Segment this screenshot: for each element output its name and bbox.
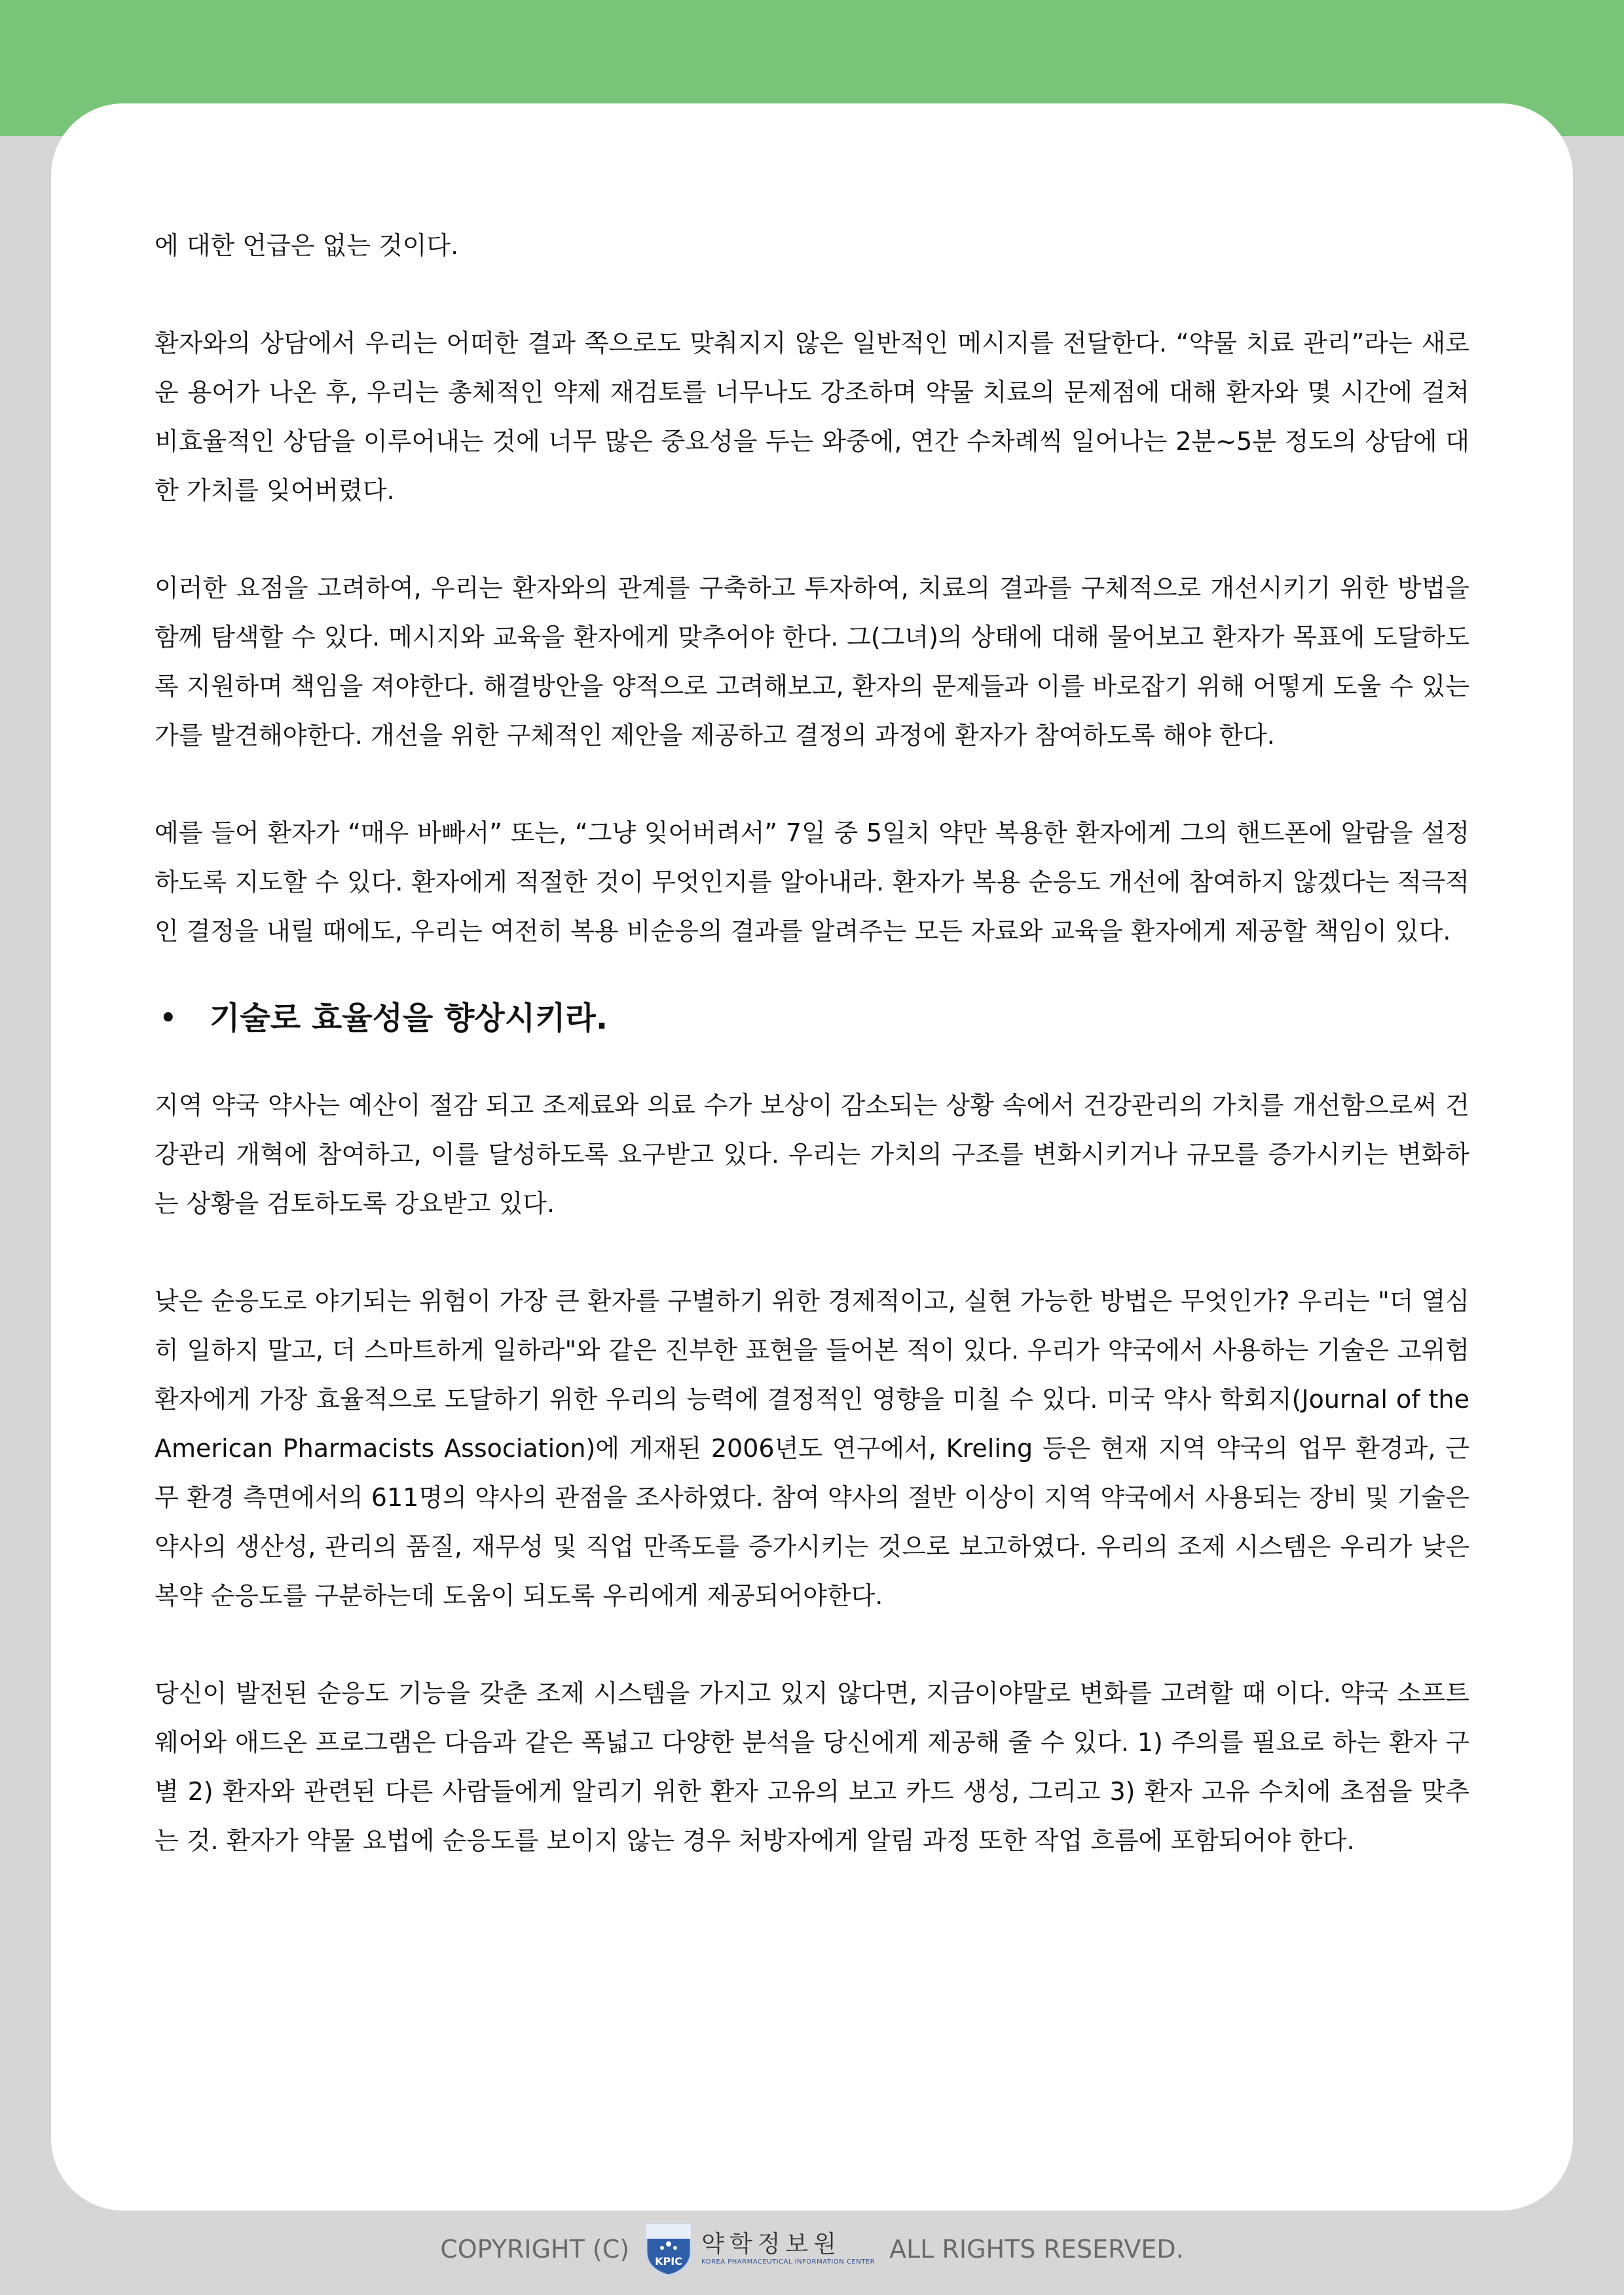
copyright-text: COPYRIGHT (C) [440,2235,630,2264]
paragraph: 낮은 순응도로 야기되는 위험이 가장 큰 환자를 구별하기 위한 경제적이고, 실현 가능한 방법은 무엇인가? 우리는 "더 열심히 일하지 말고, 더 스마트하게 일하라"와 같은 진부한 표현을 들어본 적이 있다. 우리가 약국에서 사용하는 기술은 고위험 환자에게 가장 효율적으로 도달하기 위한 우리의 능력에 결정적인 영향을 미칠 수 있다. 미국 약사 학회지(Journal of the American Pharmacists Association)에 게재된 2006년도 연구에서, Kreling 등은 현재 지역 약국의 업무 환경과, 근무 환경 측면에서의 611명의 약사의 관점을 조사하였다. 참여 약사의 절반 이상이 지역 약국에서 사용되는 장비 및 기술은 약사의 생산성, 관리의 품질, 재무성 및 직업 만족도를 증가시키는 것으로 보고하였다. 우리의 조제 시스템은 우리가 낮은 복약 순응도를 구분하는데 도움이 되도록 우리에게 제공되어야한다. [155,1287,1469,1610]
bullet-icon: • [160,1003,177,1033]
paragraph: 이러한 요점을 고려하여, 우리는 환자와의 관계를 구축하고 투자하여, 치료의 결과를 구체적으로 개선시키기 위한 방법을 함께 탐색할 수 있다. 메시지와 교육을 환자에게 맞추어야 한다. 그(그녀)의 상태에 대해 물어보고 환자가 목표에 도달하도록 지원하며 책임을 져야한다. 해결방안을 양적으로 고려해보고, 환자의 문제들과 이를 바로잡기 위해 어떻게 도울 수 있는가를 발견해야한다. 개선을 위한 구체적인 제안을 제공하고 결정의 과정에 환자가 참여하도록 해야 한다. [155,574,1469,750]
paragraph: 환자와의 상담에서 우리는 어떠한 결과 쪽으로도 맞춰지지 않은 일반적인 메시지를 전달한다. “약물 치료 관리”라는 새로운 용어가 나온 후, 우리는 총체적인 약제 재검토를 너무나도 강조하며 약물 치료의 문제점에 대해 환자와 몇 시간에 걸쳐 비효율적인 상담을 이루어내는 것에 너무 많은 중요성을 두는 와중에, 연간 수차례씩 일어나는 2분~5분 정도의 상담에 대한 가치를 잊어버렸다. [155,329,1469,505]
article-body [155,221,1469,1865]
section-heading-text: 기술로 효율성을 향상시키라. [210,1000,608,1037]
logo-korean-text: 약학정보원 [701,2231,841,2258]
rights-text: ALL RIGHTS RESERVED. [889,2235,1184,2264]
paragraph: 당신이 발전된 순응도 기능을 갖춘 조제 시스템을 가지고 있지 않다면, 지금이야말로 변화를 고려할 때 이다. 약국 소프트웨어와 애드온 프로그램은 다음과 같은 폭넓고 다양한 분석을 당신에게 제공해 줄 수 있다. 1) 주의를 필요로 하는 환자 구별 2) 환자와 관련된 다른 사람들에게 알리기 위한 환자 고유의 보고 카드 생성, 그리고 3) 환자 고유 수치에 초점을 맞추는 것. 환자가 약물 요법에 순응도를 보이지 않는 경우 처방자에게 알림 과정 또한 작업 흐름에 포함되어야 한다. [155,1679,1469,1855]
svg-text:KPIC: KPIC [655,2255,682,2267]
paragraph: 예를 들어 환자가 “매우 바빠서” 또는, “그냥 잊어버려서” 7일 중 5일치 약만 복용한 환자에게 그의 핸드폰에 알람을 설정하도록 지도할 수 있다. 환자에게 적절한 것이 무엇인지를 알아내라. 환자가 복용 순응도 개선에 참여하지 않겠다는 적극적인 결정을 내릴 때에도, 우리는 여전히 복용 비순응의 결과를 알려주는 모든 자료와 교육을 환자에게 제공할 책임이 있다. [155,818,1469,946]
kpic-logo [644,2222,875,2277]
section-heading [155,994,1469,1043]
paragraph: 에 대한 언급은 없는 것이다. [155,231,459,260]
logo-english-text: KOREA PHARMACEUTICAL INFORMATION CENTER [701,2258,876,2266]
footer [0,2226,1624,2272]
paragraph: 지역 약국 약사는 예산이 절감 되고 조제료와 의료 수가 보상이 감소되는 상황 속에서 건강관리의 가치를 개선함으로써 건강관리 개혁에 참여하고, 이를 달성하도록 요구받고 있다. 우리는 가치의 구조를 변화시키거나 규모를 증가시키는 변화하는 상황을 검토하도록 강요받고 있다. [155,1091,1469,1218]
kpic-shield-icon [644,2222,693,2277]
